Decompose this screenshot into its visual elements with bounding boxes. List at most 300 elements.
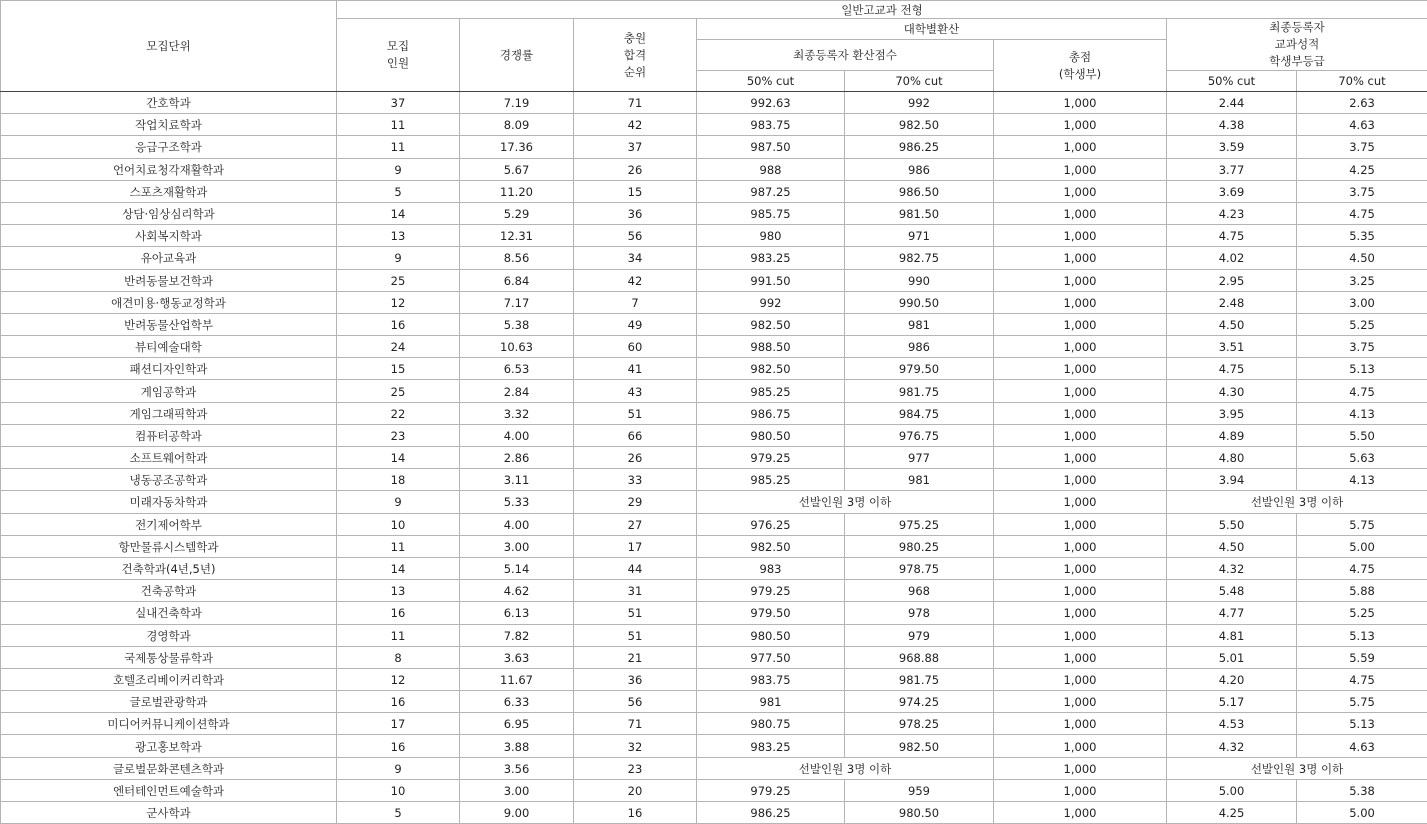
table-row [1,557,1427,579]
cell-grade-cut70: 5.35 [1297,225,1427,247]
cell-rate: 11.67 [460,668,574,690]
cell-grade-cut50: 2.44 [1167,92,1297,114]
cell-unit: 뷰티예술대학 [1,336,337,358]
cell-grade-cut70: 5.75 [1297,691,1427,713]
cell-grade-cut70: 5.59 [1297,646,1427,668]
cell-quota: 11 [337,624,460,646]
cell-rate: 6.53 [460,358,574,380]
cell-total: 1,000 [994,424,1167,446]
cell-grade-cut50: 4.81 [1167,624,1297,646]
cell-rank: 15 [574,180,697,202]
header-final-grade-text: 최종등록자 교과성적 학생부등급 [1269,20,1325,68]
cell-total: 1,000 [994,535,1167,557]
cell-quota: 16 [337,691,460,713]
cell-unit: 미디어커뮤니케이션학과 [1,713,337,735]
cell-rank: 60 [574,336,697,358]
cell-grade-cut70: 2.63 [1297,92,1427,114]
cell-rank: 37 [574,136,697,158]
cell-unit: 미래자동차학과 [1,491,337,513]
cell-grade-cut50: 5.00 [1167,779,1297,801]
cell-conv-cut70: 977 [845,447,994,469]
cell-rate: 2.86 [460,447,574,469]
table-row [1,469,1427,491]
header-rank [574,19,697,92]
cell-rank: 51 [574,402,697,424]
cell-unit: 작업치료학과 [1,114,337,136]
cell-grade-cut70: 3.75 [1297,336,1427,358]
cell-rate: 9.00 [460,802,574,824]
cell-rate: 5.38 [460,313,574,335]
cell-total: 1,000 [994,380,1167,402]
cell-quota: 24 [337,336,460,358]
cell-conv-cut50: 982.50 [697,358,845,380]
cell-conv-cut70: 984.75 [845,402,994,424]
cell-conv-cut70: 981 [845,313,994,335]
header-grade-cut50: 50% cut [1167,71,1297,92]
header-total [994,40,1167,92]
cell-rank: 42 [574,114,697,136]
cell-grade-cut70: 5.00 [1297,802,1427,824]
cell-rank: 23 [574,757,697,779]
table-row [1,602,1427,624]
cell-quota: 23 [337,424,460,446]
cell-rank: 71 [574,92,697,114]
cell-grade-cut70: 3.00 [1297,291,1427,313]
table-row [1,535,1427,557]
cell-quota: 5 [337,802,460,824]
cell-quota: 22 [337,402,460,424]
cell-quota: 37 [337,92,460,114]
header-rate: 경쟁률 [460,19,574,92]
cell-rate: 3.00 [460,779,574,801]
cell-total: 1,000 [994,646,1167,668]
cell-rank: 31 [574,580,697,602]
cell-quota: 25 [337,380,460,402]
cell-rate: 11.20 [460,180,574,202]
cell-grade-cut70: 5.50 [1297,424,1427,446]
cell-rank: 41 [574,358,697,380]
cell-quota: 16 [337,313,460,335]
table-row [1,624,1427,646]
cell-conv-cut50: 985.75 [697,202,845,224]
cell-rate: 6.95 [460,713,574,735]
cell-rate: 8.56 [460,247,574,269]
cell-conv-cut70: 982.75 [845,247,994,269]
cell-grade-cut70: 4.63 [1297,735,1427,757]
cell-quota: 16 [337,602,460,624]
cell-conv-cut50: 982.50 [697,535,845,557]
cell-conv-cut70: 981.75 [845,668,994,690]
cell-grade-cut50: 3.59 [1167,136,1297,158]
cell-conv-cut70: 979.50 [845,358,994,380]
cell-unit: 군사학과 [1,802,337,824]
cell-grade-cut70: 5.25 [1297,602,1427,624]
cell-grade-cut70: 5.38 [1297,779,1427,801]
cell-conv-cut50: 980 [697,225,845,247]
table-row [1,136,1427,158]
cell-unit: 반려동물산업학부 [1,313,337,335]
cell-rank: 36 [574,668,697,690]
cell-conv-cut50: 986.25 [697,802,845,824]
cell-quota: 13 [337,225,460,247]
cell-grade-cut50: 5.01 [1167,646,1297,668]
header-track: 일반고교과 전형 [337,1,1427,19]
cell-grade-cut50: 4.75 [1167,225,1297,247]
cell-total: 1,000 [994,291,1167,313]
cell-total: 1,000 [994,158,1167,180]
cell-quota: 15 [337,358,460,380]
table-row [1,802,1427,824]
cell-conv-cut50: 988 [697,158,845,180]
cell-grade-cut50: 3.94 [1167,469,1297,491]
cell-grade-cut70: 4.75 [1297,380,1427,402]
cell-quota: 13 [337,580,460,602]
cell-total: 1,000 [994,202,1167,224]
cell-total: 1,000 [994,802,1167,824]
cell-grade-cut70: 4.75 [1297,668,1427,690]
cell-unit: 건축학과(4년,5년) [1,557,337,579]
cell-rank: 43 [574,380,697,402]
header-grade-cut70: 70% cut [1297,71,1427,92]
table-row [1,402,1427,424]
cell-conv-cut50: 988.50 [697,336,845,358]
cell-quota: 16 [337,735,460,757]
cell-unit: 언어치료청각재활학과 [1,158,337,180]
cell-quota: 14 [337,447,460,469]
table-row [1,424,1427,446]
cell-grade-cut70: 5.25 [1297,313,1427,335]
table-body [1,92,1427,824]
cell-conv-cut70: 990.50 [845,291,994,313]
cell-rate: 17.36 [460,136,574,158]
cell-rank: 51 [574,602,697,624]
cell-unit: 응급구조학과 [1,136,337,158]
header-total-text: 총점 (학생부) [1059,50,1101,81]
cell-total: 1,000 [994,668,1167,690]
cell-rank: 26 [574,158,697,180]
cell-total: 1,000 [994,469,1167,491]
cell-conv-cut70: 978 [845,602,994,624]
cell-rank: 56 [574,691,697,713]
cell-quota: 5 [337,180,460,202]
header-cut50: 50% cut [697,71,845,92]
cell-conv-cut50: 980.50 [697,424,845,446]
cell-quota: 14 [337,557,460,579]
cell-grade-cut70: 5.13 [1297,358,1427,380]
cell-rank: 17 [574,535,697,557]
cell-rank: 16 [574,802,697,824]
cell-rank: 71 [574,713,697,735]
cell-conv-cut50: 980.50 [697,624,845,646]
cell-conv-cut50: 985.25 [697,469,845,491]
cell-total: 1,000 [994,735,1167,757]
table-row [1,580,1427,602]
cell-conv-cut70: 982.50 [845,735,994,757]
table-row [1,513,1427,535]
header-final-conv: 최종등록자 환산점수 [697,40,994,71]
cell-quota: 17 [337,713,460,735]
cell-conv-cut50: 983.25 [697,247,845,269]
cell-conv-cut50: 982.50 [697,313,845,335]
cell-conv-note: 선발인원 3명 이하 [697,491,994,513]
cell-quota: 18 [337,469,460,491]
cell-rank: 51 [574,624,697,646]
cell-conv-cut70: 986.50 [845,180,994,202]
cell-unit: 호텔조리베이커리학과 [1,668,337,690]
cell-conv-cut50: 983.75 [697,668,845,690]
cell-conv-cut70: 976.75 [845,424,994,446]
cell-total: 1,000 [994,336,1167,358]
cell-grade-cut50: 4.53 [1167,713,1297,735]
cell-quota: 10 [337,779,460,801]
cell-rank: 21 [574,646,697,668]
cell-conv-cut70: 975.25 [845,513,994,535]
cell-quota: 8 [337,646,460,668]
cell-conv-cut50: 979.50 [697,602,845,624]
table-row [1,247,1427,269]
cell-grade-cut70: 4.63 [1297,114,1427,136]
cell-conv-cut50: 979.25 [697,779,845,801]
cell-grade-cut50: 4.80 [1167,447,1297,469]
cell-rank: 33 [574,469,697,491]
table-row [1,114,1427,136]
header-rank-text: 충원 합격 순위 [624,31,646,79]
cell-rate: 4.62 [460,580,574,602]
cell-grade-cut70: 5.88 [1297,580,1427,602]
cell-quota: 11 [337,136,460,158]
cell-rank: 27 [574,513,697,535]
cell-grade-cut70: 4.25 [1297,158,1427,180]
cell-grade-cut50: 4.50 [1167,535,1297,557]
cell-total: 1,000 [994,136,1167,158]
cell-quota: 9 [337,757,460,779]
cell-rank: 26 [574,447,697,469]
cell-quota: 14 [337,202,460,224]
cell-rate: 7.19 [460,92,574,114]
cell-rate: 5.29 [460,202,574,224]
table-row [1,668,1427,690]
cell-grade-cut70: 4.75 [1297,557,1427,579]
table-row [1,779,1427,801]
cell-total: 1,000 [994,602,1167,624]
cell-unit: 스포츠재활학과 [1,180,337,202]
cell-rate: 3.63 [460,646,574,668]
cell-conv-cut50: 985.25 [697,380,845,402]
cell-conv-cut70: 986.25 [845,136,994,158]
cell-unit: 게임공학과 [1,380,337,402]
header-cut70: 70% cut [845,71,994,92]
cell-rank: 32 [574,735,697,757]
cell-rate: 5.14 [460,557,574,579]
cell-unit: 유아교육과 [1,247,337,269]
cell-conv-cut70: 981 [845,469,994,491]
cell-unit: 패션디자인학과 [1,358,337,380]
cell-total: 1,000 [994,580,1167,602]
cell-grade-cut70: 3.75 [1297,136,1427,158]
cell-conv-cut70: 959 [845,779,994,801]
cell-rate: 7.17 [460,291,574,313]
table-row [1,380,1427,402]
cell-quota: 11 [337,535,460,557]
cell-unit: 애견미용·행동교정학과 [1,291,337,313]
cell-unit: 글로벌문화콘텐츠학과 [1,757,337,779]
cell-conv-cut50: 987.50 [697,136,845,158]
cell-grade-cut50: 5.17 [1167,691,1297,713]
cell-total: 1,000 [994,624,1167,646]
table-row [1,225,1427,247]
cell-total: 1,000 [994,491,1167,513]
cell-unit: 광고홍보학과 [1,735,337,757]
cell-unit: 실내건축학과 [1,602,337,624]
cell-rate: 10.63 [460,336,574,358]
cell-grade-cut50: 4.20 [1167,668,1297,690]
cell-conv-cut70: 986 [845,336,994,358]
header-quota [337,19,460,92]
cell-quota: 12 [337,291,460,313]
cell-conv-cut70: 981.75 [845,380,994,402]
cell-quota: 10 [337,513,460,535]
cell-grade-cut50: 5.50 [1167,513,1297,535]
cell-conv-cut70: 968.88 [845,646,994,668]
cell-conv-cut50: 992.63 [697,92,845,114]
cell-grade-cut50: 2.95 [1167,269,1297,291]
cell-total: 1,000 [994,779,1167,801]
cell-quota: 25 [337,269,460,291]
cell-total: 1,000 [994,269,1167,291]
cell-unit: 소프트웨어학과 [1,447,337,469]
cell-rank: 36 [574,202,697,224]
cell-conv-cut50: 986.75 [697,402,845,424]
cell-rate: 12.31 [460,225,574,247]
table-row [1,646,1427,668]
cell-conv-cut50: 977.50 [697,646,845,668]
cell-conv-cut70: 974.25 [845,691,994,713]
cell-conv-cut50: 980.75 [697,713,845,735]
cell-conv-cut70: 990 [845,269,994,291]
cell-grade-cut70: 4.50 [1297,247,1427,269]
table-row [1,313,1427,335]
cell-grade-note: 선발인원 3명 이하 [1167,491,1427,513]
cell-grade-cut70: 5.63 [1297,447,1427,469]
cell-rate: 3.32 [460,402,574,424]
cell-grade-cut50: 4.32 [1167,735,1297,757]
cell-unit: 전기제어학부 [1,513,337,535]
cell-total: 1,000 [994,180,1167,202]
cell-grade-cut70: 5.13 [1297,624,1427,646]
cell-conv-cut50: 976.25 [697,513,845,535]
cell-conv-cut70: 992 [845,92,994,114]
table-header [1,1,1427,92]
cell-rate: 5.33 [460,491,574,513]
cell-grade-cut50: 4.50 [1167,313,1297,335]
cell-grade-cut70: 5.75 [1297,513,1427,535]
cell-grade-cut50: 4.77 [1167,602,1297,624]
table-row [1,291,1427,313]
cell-conv-cut70: 979 [845,624,994,646]
table-row [1,735,1427,757]
cell-grade-cut50: 4.38 [1167,114,1297,136]
cell-quota: 9 [337,158,460,180]
cell-grade-cut50: 4.02 [1167,247,1297,269]
cell-conv-cut50: 979.25 [697,447,845,469]
cell-unit: 경영학과 [1,624,337,646]
cell-grade-cut70: 4.13 [1297,469,1427,491]
cell-rate: 8.09 [460,114,574,136]
cell-conv-cut50: 983.25 [697,735,845,757]
cell-grade-cut50: 4.75 [1167,358,1297,380]
table-row [1,713,1427,735]
cell-total: 1,000 [994,114,1167,136]
cell-rate: 4.00 [460,513,574,535]
cell-rank: 20 [574,779,697,801]
cell-unit: 국제통상물류학과 [1,646,337,668]
cell-grade-cut70: 4.13 [1297,402,1427,424]
cell-unit: 냉동공조공학과 [1,469,337,491]
table-row [1,336,1427,358]
table-row [1,158,1427,180]
cell-conv-cut70: 981.50 [845,202,994,224]
cell-grade-cut50: 3.77 [1167,158,1297,180]
cell-total: 1,000 [994,447,1167,469]
cell-grade-cut50: 4.32 [1167,557,1297,579]
cell-rank: 42 [574,269,697,291]
cell-unit: 반려동물보건학과 [1,269,337,291]
cell-total: 1,000 [994,513,1167,535]
cell-total: 1,000 [994,713,1167,735]
cell-total: 1,000 [994,557,1167,579]
cell-conv-note: 선발인원 3명 이하 [697,757,994,779]
cell-rate: 6.84 [460,269,574,291]
cell-conv-cut50: 979.25 [697,580,845,602]
cell-grade-cut70: 4.75 [1297,202,1427,224]
table-row [1,757,1427,779]
table-row [1,180,1427,202]
cell-grade-cut50: 2.48 [1167,291,1297,313]
cell-conv-cut50: 987.25 [697,180,845,202]
cell-grade-cut70: 5.13 [1297,713,1427,735]
cell-rate: 3.56 [460,757,574,779]
cell-rate: 7.82 [460,624,574,646]
cell-unit: 컴퓨터공학과 [1,424,337,446]
cell-rate: 3.88 [460,735,574,757]
cell-rank: 29 [574,491,697,513]
cell-unit: 상담·임상심리학과 [1,202,337,224]
cell-total: 1,000 [994,402,1167,424]
cell-grade-cut70: 5.00 [1297,535,1427,557]
cell-grade-cut70: 3.25 [1297,269,1427,291]
cell-conv-cut50: 983 [697,557,845,579]
cell-grade-cut50: 3.51 [1167,336,1297,358]
cell-conv-cut70: 968 [845,580,994,602]
table-row [1,691,1427,713]
cell-quota: 11 [337,114,460,136]
cell-quota: 9 [337,247,460,269]
cell-conv-cut70: 986 [845,158,994,180]
cell-rate: 6.33 [460,691,574,713]
table-row [1,92,1427,114]
cell-total: 1,000 [994,92,1167,114]
cell-rank: 7 [574,291,697,313]
cell-rank: 66 [574,424,697,446]
cell-grade-cut50: 3.95 [1167,402,1297,424]
cell-conv-cut70: 982.50 [845,114,994,136]
cell-rank: 49 [574,313,697,335]
cell-conv-cut70: 978.25 [845,713,994,735]
cell-total: 1,000 [994,313,1167,335]
table-row [1,269,1427,291]
cell-quota: 9 [337,491,460,513]
cell-rate: 2.84 [460,380,574,402]
